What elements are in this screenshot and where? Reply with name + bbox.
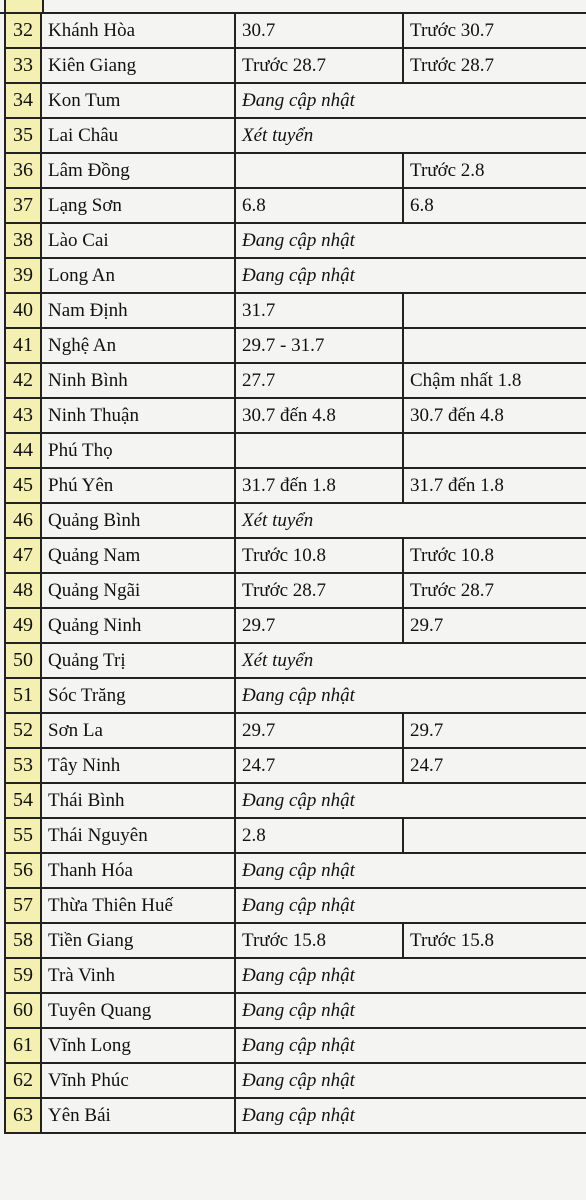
table-row [5,433,586,468]
province-name: Thừa Thiên Huế [41,888,235,923]
table-row [5,853,586,888]
schedule-cell-b: Trước 30.7 [403,13,586,48]
row-number: 52 [5,713,41,748]
table-row [5,818,586,853]
schedule-cell-b [403,328,586,363]
row-number: 43 [5,398,41,433]
schedule-cell-b: Trước 28.7 [403,48,586,83]
row-number: 34 [5,83,41,118]
status-cell: Đang cập nhật [235,258,586,293]
schedule-cell-a: 29.7 [235,608,403,643]
schedule-cell-b: Trước 28.7 [403,573,586,608]
table-row [5,118,586,153]
province-name: Yên Bái [41,1098,235,1133]
status-cell: Đang cập nhật [235,993,586,1028]
row-number: 36 [5,153,41,188]
province-schedule-table [4,12,586,1134]
schedule-cell-a: 6.8 [235,188,403,223]
row-number: 47 [5,538,41,573]
table-row [5,573,586,608]
schedule-cell-a: 31.7 [235,293,403,328]
table-row [5,83,586,118]
row-number: 44 [5,433,41,468]
row-number: 46 [5,503,41,538]
table-row [5,398,586,433]
table-row [5,783,586,818]
schedule-cell-a: 30.7 đến 4.8 [235,398,403,433]
row-number: 40 [5,293,41,328]
schedule-cell-b: 29.7 [403,608,586,643]
table-row [5,748,586,783]
row-number: 48 [5,573,41,608]
province-name: Lai Châu [41,118,235,153]
province-name: Phú Thọ [41,433,235,468]
table-row [5,48,586,83]
table-row [5,188,586,223]
province-name: Kon Tum [41,83,235,118]
province-name: Sơn La [41,713,235,748]
row-number: 49 [5,608,41,643]
status-cell: Đang cập nhật [235,853,586,888]
province-name: Lâm Đồng [41,153,235,188]
table-row [5,223,586,258]
status-cell: Đang cập nhật [235,1063,586,1098]
number-column-top [4,0,44,12]
status-cell: Đang cập nhật [235,1098,586,1133]
table-row [5,1028,586,1063]
schedule-cell-a: Trước 15.8 [235,923,403,958]
schedule-cell-a [235,153,403,188]
table-row [5,503,586,538]
schedule-cell-b [403,818,586,853]
status-cell: Đang cập nhật [235,223,586,258]
province-name: Sóc Trăng [41,678,235,713]
status-cell: Xét tuyển [235,118,586,153]
province-name: Thanh Hóa [41,853,235,888]
status-cell: Đang cập nhật [235,678,586,713]
schedule-cell-b [403,433,586,468]
table-row [5,363,586,398]
schedule-cell-a: Trước 28.7 [235,573,403,608]
province-name: Tây Ninh [41,748,235,783]
table-row [5,153,586,188]
province-name: Khánh Hòa [41,13,235,48]
status-cell: Đang cập nhật [235,783,586,818]
row-number: 38 [5,223,41,258]
status-cell: Xét tuyển [235,643,586,678]
row-number: 39 [5,258,41,293]
row-number: 58 [5,923,41,958]
province-name: Kiên Giang [41,48,235,83]
schedule-cell-b: 24.7 [403,748,586,783]
row-number: 32 [5,13,41,48]
schedule-cell-a: 29.7 - 31.7 [235,328,403,363]
schedule-cell-a: 30.7 [235,13,403,48]
province-name: Nam Định [41,293,235,328]
table-row [5,468,586,503]
status-cell: Đang cập nhật [235,1028,586,1063]
province-name: Quảng Trị [41,643,235,678]
row-number: 54 [5,783,41,818]
schedule-cell-b: Trước 10.8 [403,538,586,573]
row-number: 41 [5,328,41,363]
row-number: 56 [5,853,41,888]
table-row [5,258,586,293]
table-row [5,713,586,748]
row-number: 55 [5,818,41,853]
table-row [5,993,586,1028]
province-name: Lạng Sơn [41,188,235,223]
province-name: Thái Bình [41,783,235,818]
province-name: Quảng Bình [41,503,235,538]
row-number: 50 [5,643,41,678]
province-name: Ninh Thuận [41,398,235,433]
row-number: 45 [5,468,41,503]
row-number: 59 [5,958,41,993]
province-name: Lào Cai [41,223,235,258]
schedule-cell-b: Chậm nhất 1.8 [403,363,586,398]
schedule-cell-b: 30.7 đến 4.8 [403,398,586,433]
status-cell: Xét tuyển [235,503,586,538]
schedule-cell-b: Trước 2.8 [403,153,586,188]
row-number: 63 [5,1098,41,1133]
table-row [5,1063,586,1098]
table-body [5,13,586,1133]
table-row [5,923,586,958]
table-row [5,958,586,993]
row-number: 60 [5,993,41,1028]
row-number: 33 [5,48,41,83]
province-name: Thái Nguyên [41,818,235,853]
province-name: Vĩnh Phúc [41,1063,235,1098]
table-row [5,538,586,573]
row-number: 42 [5,363,41,398]
province-name: Quảng Ninh [41,608,235,643]
row-number: 35 [5,118,41,153]
schedule-cell-b: 6.8 [403,188,586,223]
status-cell: Đang cập nhật [235,958,586,993]
table-row [5,888,586,923]
table-row [5,643,586,678]
province-name: Nghệ An [41,328,235,363]
province-name: Quảng Nam [41,538,235,573]
row-number: 62 [5,1063,41,1098]
table-row [5,293,586,328]
schedule-cell-a: 24.7 [235,748,403,783]
schedule-cell-a: 29.7 [235,713,403,748]
row-number: 53 [5,748,41,783]
table-row [5,1098,586,1133]
province-name: Trà Vinh [41,958,235,993]
province-name: Tiền Giang [41,923,235,958]
row-number: 37 [5,188,41,223]
row-number: 57 [5,888,41,923]
table-row [5,608,586,643]
table-row [5,328,586,363]
province-name: Quảng Ngãi [41,573,235,608]
schedule-cell-b: 31.7 đến 1.8 [403,468,586,503]
row-number: 51 [5,678,41,713]
province-name: Long An [41,258,235,293]
province-name: Phú Yên [41,468,235,503]
schedule-cell-b: Trước 15.8 [403,923,586,958]
status-cell: Đang cập nhật [235,888,586,923]
table-row [5,678,586,713]
province-name: Ninh Bình [41,363,235,398]
schedule-cell-b: 29.7 [403,713,586,748]
schedule-cell-a: Trước 28.7 [235,48,403,83]
schedule-cell-a: 2.8 [235,818,403,853]
status-cell: Đang cập nhật [235,83,586,118]
schedule-cell-a: Trước 10.8 [235,538,403,573]
schedule-cell-b [403,293,586,328]
table-row [5,13,586,48]
province-name: Tuyên Quang [41,993,235,1028]
province-name: Vĩnh Long [41,1028,235,1063]
schedule-cell-a: 31.7 đến 1.8 [235,468,403,503]
schedule-cell-a [235,433,403,468]
row-number: 61 [5,1028,41,1063]
schedule-cell-a: 27.7 [235,363,403,398]
